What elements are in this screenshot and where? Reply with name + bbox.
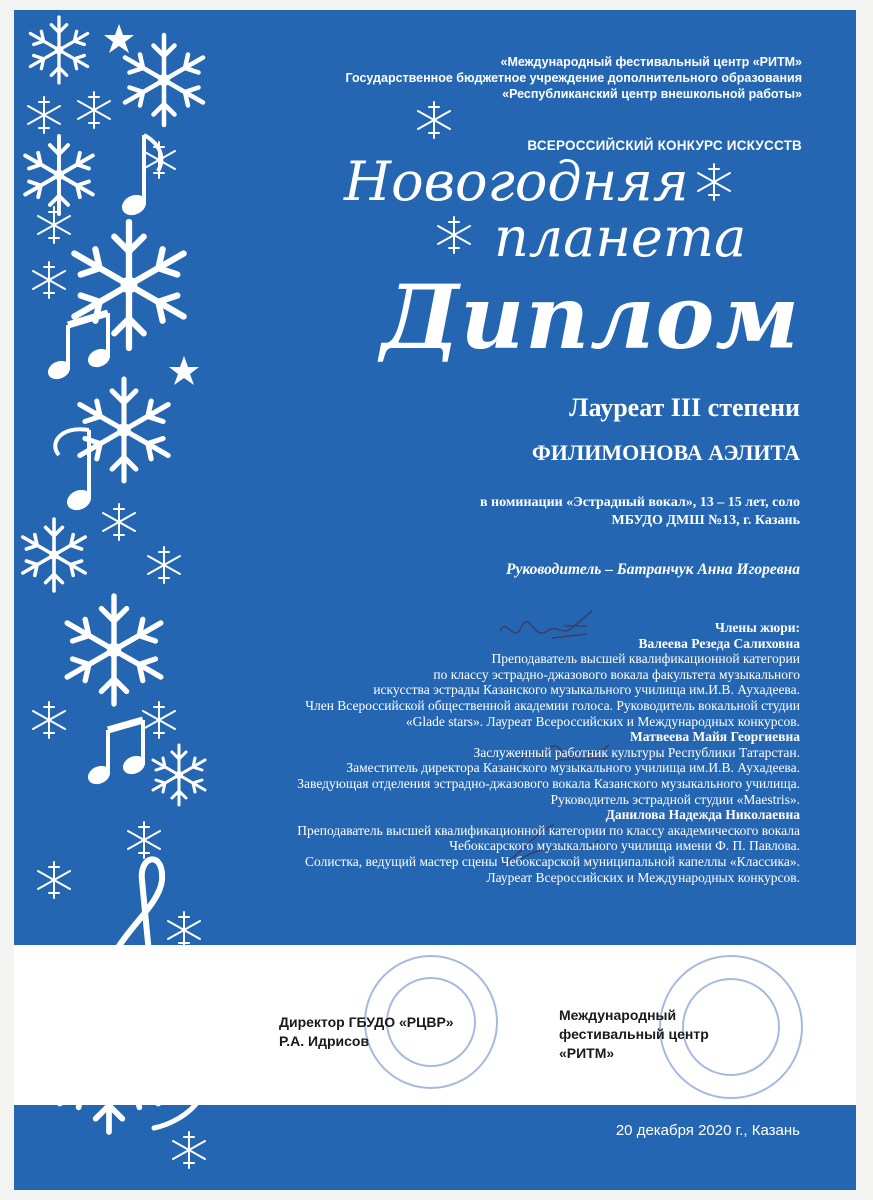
organizer-line: «Республиканский центр внешкольной работы» <box>502 87 802 101</box>
issue-date: 20 декабря 2020 г., Казань <box>615 1122 800 1139</box>
festival-line: Международный <box>559 1007 677 1023</box>
diploma-sheet <box>14 10 856 1190</box>
jury-member-line: Солистка, ведущий мастер сцены Чебоксарской муниципальной капеллы «Классика». <box>305 853 800 869</box>
jury-member-line: Лауреат Всероссийских и Международных конкурсов. <box>486 869 800 885</box>
jury-member-line: Заместитель директора Казанского музыкального училища им.И.В. Аухадеева. <box>346 760 800 776</box>
festival-block <box>559 1006 709 1063</box>
award-degree: Лауреат III степени <box>569 393 800 422</box>
nomination-block <box>480 494 800 530</box>
treble-clef-icon <box>109 859 162 1042</box>
organizer-line: Государственное бюджетное учреждение дополнительного образования <box>345 71 802 85</box>
contest-name-line1: Новогодняя <box>344 150 689 213</box>
school-text: МБУДО ДМШ №13, г. Казань <box>611 513 800 528</box>
festival-line: «РИТМ» <box>559 1045 615 1061</box>
jury-title: Члены жюри: <box>714 620 800 635</box>
contest-type: ВСЕРОССИЙСКИЙ КОНКУРС ИСКУССТВ <box>527 138 802 153</box>
jury-member-name: Валеева Резеда Салиховна <box>638 635 800 651</box>
bass-clef-icon <box>154 1065 222 1128</box>
jury-member-line: Заведующая отделения эстрадно-джазового вокала Казанского музыкального училища. <box>297 775 800 791</box>
organizer-block <box>346 54 802 102</box>
diploma-title: Диплом <box>381 265 800 369</box>
jury-member-line: по классу эстрадно-джазового вокала факультета музыкального <box>433 666 800 682</box>
director-name: Р.А. Идрисов <box>279 1033 370 1049</box>
jury-member-line: Руководитель эстрадной студии «Maestris». <box>550 791 800 807</box>
festival-line: фестивальный центр <box>559 1026 709 1042</box>
organizer-line: «Международный фестивальный центр «РИТМ» <box>500 55 802 69</box>
jury-block <box>200 620 800 885</box>
jury-member-name: Данилова Надежда Николаевна <box>605 807 800 823</box>
jury-member-line: Чебоксарского музыкального училища имени Ф. П. Павлова. <box>449 838 800 854</box>
leader-text: Руководитель – Батранчук Анна Игоревна <box>506 561 800 578</box>
contest-name-line2: планета <box>494 206 747 269</box>
jury-member-line: «Glade stars». Лауреат Всероссийских и Международных конкурсов. <box>405 713 800 729</box>
director-block <box>279 1013 454 1051</box>
jury-member-name: Матвеева Майя Георгиевна <box>630 729 800 745</box>
jury-member-line: Преподаватель высшей квалификационной категории <box>491 651 800 667</box>
jury-member-line: Преподаватель высшей квалификационной категории по классу академического вокала <box>297 822 800 838</box>
recipient-name: ФИЛИМОНОВА АЭЛИТА <box>531 440 800 465</box>
jury-member-line: искусства эстрады Казанского музыкального училища им.И.В. Аухадеева. <box>373 682 800 698</box>
director-title: Директор ГБУДО «РЦВР» <box>279 1014 454 1030</box>
nomination-text: в номинации «Эстрадный вокал», 13 – 15 лет, соло <box>480 495 800 510</box>
jury-member-line: Член Всероссийской общественной академии голоса. Руководитель вокальной студии <box>305 697 800 713</box>
jury-member-line: Заслуженный работник культуры Республики Татарстан. <box>473 744 800 760</box>
